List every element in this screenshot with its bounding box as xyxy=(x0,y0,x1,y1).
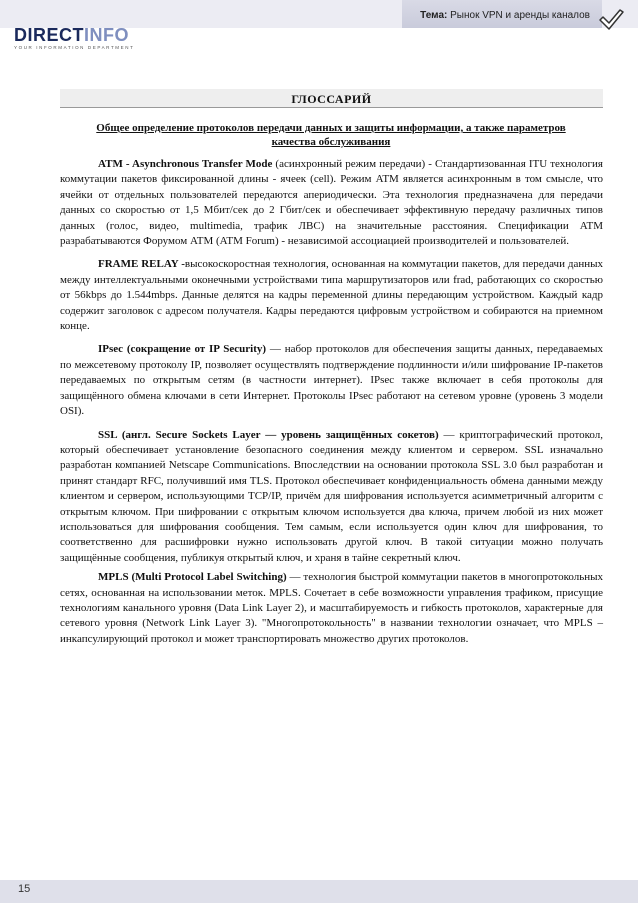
glossary-entry-frame-relay xyxy=(60,257,603,334)
checkmark-icon xyxy=(596,8,626,34)
logo-main-dark: DIRECT xyxy=(14,25,84,45)
entry-term: ATM - Asynchronous Transfer Mode xyxy=(98,158,273,170)
entry-text: высокоскоростная технология, основанная на коммутации пакетов, для передачи данных между интеллектуальными оконечными устройствами типа маршрутизаторов или frad, работающих со скоростью от 56kbps до 1.544mbps. Данные делятся на кадры переменной длины передающим устройством. Каждый кадр содержит заголовок с адресом получателя. Кадры передаются цифровым устройством и собираются на приемном конце. xyxy=(60,258,604,333)
logo-main-accent: INFO xyxy=(84,25,129,45)
entry-text: — набор протоколов для обеспечения защиты данных, передаваемых по межсетевому протоколу IP, позволяет осуществлять подтверждение подлинности и/или шифрование IP-пакетов передаваемых по открытым сетям (в частности интернет). IPsec также включает в себя протоколы для защищённого обмена ключами в сети Интернет. Протоколы IPsec работают на сетевом уровне (уровень 3 модели OSI). xyxy=(60,343,603,418)
glossary-entry-atm xyxy=(60,157,603,249)
footer-band xyxy=(0,880,638,903)
header-topic xyxy=(380,10,590,21)
entry-term: MPLS (Multi Protocol Label Switching) xyxy=(98,571,287,584)
logo-wordmark xyxy=(14,26,134,44)
logo-tagline: YOUR INFORMATION DEPARTMENT xyxy=(14,45,135,50)
glossary-entry-ipsec xyxy=(60,342,603,419)
topic-text: Рынок VPN и аренды каналов xyxy=(450,10,590,21)
glossary-entry-ssl xyxy=(60,428,603,567)
entry-text: (асинхронный режим передачи) - Стандартизованная ITU технология коммутации пакетов фиксированной длины - ячеек (cell). Режим ATM является асинхронным в том смысле, что ячейки от отдельных пользователей передаются апериодически. Эта технология предназначена для передачи данных со скоростью от 1,5 Мбит/сек до 2 Гбит/сек и обеспечивает эффективную передачу различных типов данных (голос, видео, multimedia, трафик ЛВС) на значительные расстояния. Спецификации ATM разрабатываются Форумом ATM (ATM Forum) - независимой ассоциацией производителей и пользователей. xyxy=(60,158,603,248)
topic-label: Тема: xyxy=(420,10,448,21)
glossary-subtitle: Общее определение протоколов передачи данных и защиты информации, а также параметров качества обслуживания xyxy=(96,122,566,148)
entry-term: FRAME RELAY - xyxy=(98,258,185,271)
glossary-body xyxy=(60,157,603,655)
entry-term: SSL (англ. Secure Sockets Layer — уровень защищённых сокетов) xyxy=(98,428,439,441)
glossary-entry-mpls xyxy=(60,570,603,647)
glossary-title: ГЛОССАРИЙ xyxy=(291,92,372,106)
entry-text: — технология быстрой коммутации пакетов в многопротокольных сетях, основанная на использовании меток. MPLS. Сочетает в себе возможности управления трафиком, присущие технологиям канального уровня (Data Link Layer 2), и масштабируемость и гибкость протоколов, характерные для сетевого уровня (Network Link Layer 3). "Многопротокольность" в названии технологии означает, что MPLS – инкапсулирующий протокол и может транспортировать множество других протоколов. xyxy=(60,571,603,645)
entry-term: IPsec (сокращение от IP Security) xyxy=(98,343,267,356)
entry-text: — криптографический протокол, который обеспечивает установление безопасного соединения между клиентом и сервером. SSL изначально разработан компанией Netscape Communications. Впоследствии на основании протокола SSL 3.0 был разработан и принят стандарт RFC, получивший имя TLS. Протокол обеспечивает конфиденциальность обмена данными между клиентом и сервером, использующими TCP/IP, причём для шифрования используется асимметричный алгоритм с открытым ключом. При шифровании с открытым ключом используется два ключа, причем любой из них может использоваться для шифрования сообщения. Тем самым, если используется один ключ для шифрования, то соответственно для расшифровки нужно использовать другой ключ. В такой ситуации можно получать защищённые сообщения, публикуя открытый ключ, и храня в тайне секретный ключ. xyxy=(60,428,603,564)
page-number: 15 xyxy=(18,883,31,895)
logo xyxy=(14,26,134,50)
